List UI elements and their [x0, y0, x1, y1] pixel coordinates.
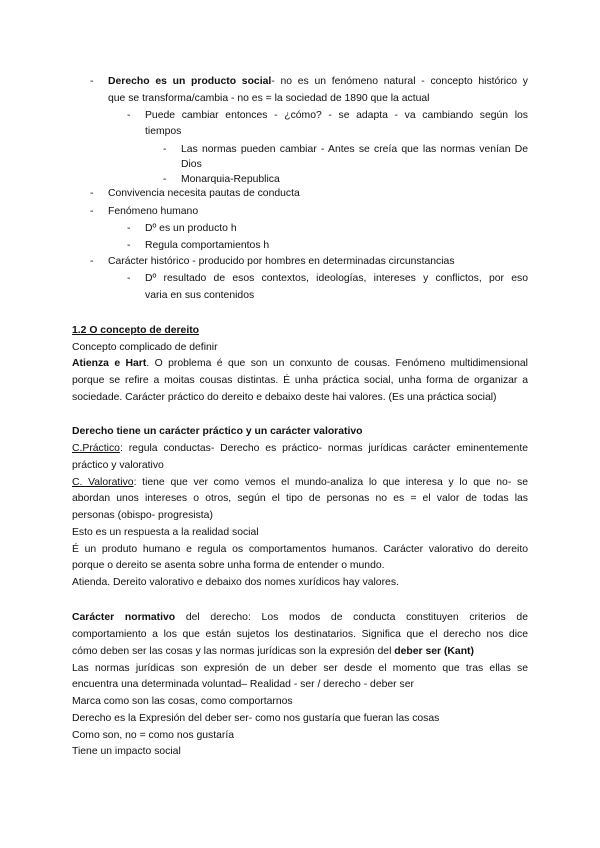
bullet-line: Puede cambiar entonces - ¿cómo? - se adapta - va cambiando según los	[145, 110, 528, 121]
paragraph-line: Atienda. Dereito valorativo e debaixo dos nomes xurídicos hay valores.	[72, 577, 399, 588]
paragraph-line: Derecho es la Expresión del deber ser- como nos gustaría que fueran las cosas	[72, 713, 440, 724]
bullet-dash: -	[90, 188, 94, 199]
paragraph-line	[72, 611, 528, 624]
paragraph-line	[72, 476, 528, 489]
bullet-line: Convivencia necesita pautas de conducta	[108, 188, 300, 199]
bullet-line: Dº es un producto h	[145, 223, 237, 234]
bullet-line	[108, 75, 528, 88]
text-span: - no es un fenómeno natural - concepto histórico y	[271, 76, 528, 87]
paragraph-line: Marca como son las cosas, como comportarnos	[72, 696, 293, 707]
bullet-dash: -	[90, 76, 94, 87]
paragraph-line	[72, 442, 528, 455]
bullet-line: Dios	[181, 159, 202, 170]
text-span: cómo deben ser las cosas y las normas jurídicas son la expresión del	[72, 646, 395, 657]
underlined-term: C.Práctico	[72, 443, 120, 454]
bullet-dash: -	[90, 256, 94, 267]
paragraph-line: Como son, no = como nos gustaría	[72, 730, 235, 741]
paragraph-line: sociedade. Carácter práctico do dereito e debaixo deste hai valores. (Es una práctica social)	[72, 392, 497, 403]
subsection-heading: Derecho tiene un carácter práctico y un carácter valorativo	[72, 426, 363, 437]
bold-term: Atienza e Hart	[72, 358, 147, 369]
paragraph-line: Esto es un respuesta a la realidad social	[72, 527, 259, 538]
bullet-dash: -	[127, 240, 131, 251]
paragraph-line: encuentra una determinada voluntad– Realidad - ser / derecho - deber ser	[72, 679, 414, 690]
text-span: del derecho: Los modos de conducta constituyen criterios de	[175, 612, 528, 623]
bullet-line: Carácter histórico - producido por hombres en determinadas circunstancias	[108, 256, 455, 267]
paragraph-line: abordan unos intereses o otros, según el tipo de personas no es = el valor de todas las	[72, 493, 528, 504]
bold-term: Derecho es un producto social	[108, 76, 272, 87]
bold-term: Carácter normativo	[72, 612, 176, 623]
bullet-dash: -	[127, 273, 131, 284]
paragraph-line: personas (obispo- progresista)	[72, 510, 213, 521]
bullet-line: Monarquia-Republica	[181, 174, 280, 185]
bullet-line: varia en sus contenidos	[145, 290, 255, 301]
bold-term: deber ser (Kant)	[394, 646, 474, 657]
text-span: . O problema é que son un conxunto de cousas. Fenómeno multidimensional	[146, 358, 528, 369]
bullet-dash: -	[127, 223, 131, 234]
bullet-dash: -	[127, 110, 131, 121]
bullet-line: tiempos	[145, 126, 182, 137]
paragraph-line: porque se refire a moitas cousas distintas. É unha práctica social, unha forma de organizar a	[72, 375, 528, 386]
bullet-line: Fenómeno humano	[108, 206, 199, 217]
paragraph-line: práctico y valorativo	[72, 460, 164, 471]
paragraph-line	[72, 357, 528, 370]
bullet-dash: -	[163, 174, 167, 185]
paragraph-line: Tiene un impacto social	[72, 746, 181, 757]
paragraph-line: Concepto complicado de definir	[72, 342, 218, 353]
bullet-dash: -	[163, 144, 167, 155]
paragraph-line	[72, 645, 474, 658]
bullet-line: Regula comportamientos h	[145, 240, 270, 251]
section-heading: 1.2 O concepto de dereito	[72, 325, 200, 336]
paragraph-line: comportamiento a los que están sujetos los destinatarios. Significa que el derecho nos dice	[72, 629, 528, 640]
bullet-line: Dº resultado de esos contextos, ideologías, intereses y conflictos, por eso	[145, 273, 528, 284]
paragraph-line: porque o dereito se asenta sobre unha forma de entender o mundo.	[72, 560, 385, 571]
paragraph-line: Las normas jurídicas son expresión de un deber ser desde el momento que tras ellas se	[72, 663, 528, 674]
bullet-dash: -	[90, 206, 94, 217]
paragraph-line: É un produto humano e regula os comportamentos humanos. Carácter valorativo do dereito	[72, 544, 528, 555]
underlined-term: C. Valorativo	[72, 477, 134, 488]
text-span: : regula conductas- Derecho es práctico- normas jurídicas carácter eminentemente	[119, 443, 528, 454]
bullet-line: Las normas pueden cambiar - Antes se creía que las normas venían De	[181, 144, 528, 155]
bullet-line: que se transforma/cambia - no es = la sociedad de 1890 que la actual	[108, 93, 430, 104]
text-span: : tiene que ver como vemos el mundo-analiza lo que interesa y lo que no- se	[133, 477, 528, 488]
